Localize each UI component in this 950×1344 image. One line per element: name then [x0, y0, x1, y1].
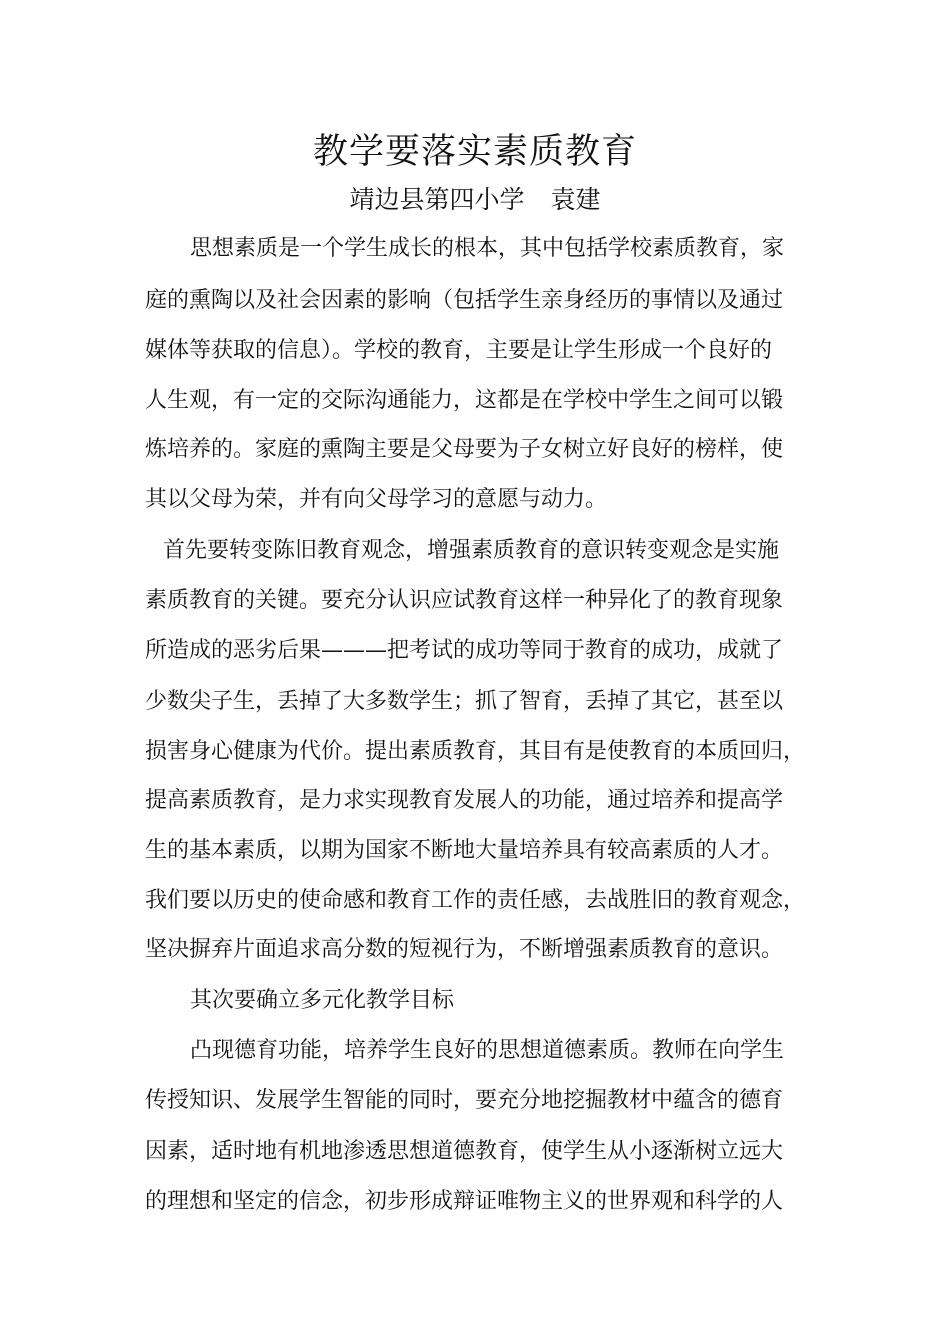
author-school: 靖边县第四小学 — [349, 185, 525, 214]
body-line: 炼培养的。家庭的熏陶主要是父母要为子女树立好良好的榜样，使 — [145, 437, 784, 462]
body-line: 生的基本素质，以期为国家不断地大量培养具有较高素质的人才。 — [145, 838, 784, 863]
body-line: 的理想和坚定的信念，初步形成辩证唯物主义的世界观和科学的人 — [145, 1189, 784, 1214]
author-name: 袁建 — [550, 185, 601, 214]
body-line: 提高素质教育，是力求实现教育发展人的功能，通过培养和提高学 — [145, 788, 784, 813]
body-line: 素质教育的关键。要充分认识应试教育这样一种异化了的教育现象 — [145, 588, 784, 613]
body-line: 媒体等获取的信息）。学校的教育，主要是让学生形成一个良好的 — [145, 338, 773, 363]
body-line: 庭的熏陶以及社会因素的影响（包括学生亲身经历的事情以及通过 — [145, 288, 784, 313]
document-title: 教学要落实素质教育 — [312, 132, 637, 172]
section-heading: 其次要确立多元化教学目标 — [190, 988, 455, 1013]
body-line: 损害身心健康为代价。提出素质教育，其目有是使教育的本质回归， — [145, 739, 806, 764]
body-line: 我们要以历史的使命感和教育工作的责任感，去战胜旧的教育观念， — [145, 888, 806, 913]
body-line: 其以父母为荣，并有向父母学习的意愿与动力。 — [145, 487, 608, 512]
body-line: 因素，适时地有机地渗透思想道德教育，使学生从小逐渐树立远大 — [145, 1139, 784, 1164]
body-line: 少数尖子生，丢掉了大多数学生；抓了智育，丢掉了其它，甚至以 — [145, 689, 784, 714]
body-line: 首先要转变陈旧教育观念，增强素质教育的意识转变观念是实施 — [163, 538, 780, 563]
body-line: 所造成的恶劣后果———把考试的成功等同于教育的成功，成就了 — [145, 638, 784, 663]
body-line: 人生观，有一定的交际沟通能力，这都是在学校中学生之间可以锻 — [145, 388, 784, 413]
document-author-line — [0, 182, 950, 218]
body-line: 凸现德育功能，培养学生良好的思想道德素质。教师在向学生 — [190, 1038, 785, 1063]
body-line: 坚决摒弃片面追求高分数的短视行为，不断增强素质教育的意识。 — [145, 937, 784, 962]
body-line: 思想素质是一个学生成长的根本，其中包括学校素质教育，家 — [190, 236, 785, 261]
body-line: 传授知识、发展学生智能的同时，要充分地挖掘教材中蕴含的德育 — [145, 1088, 784, 1113]
